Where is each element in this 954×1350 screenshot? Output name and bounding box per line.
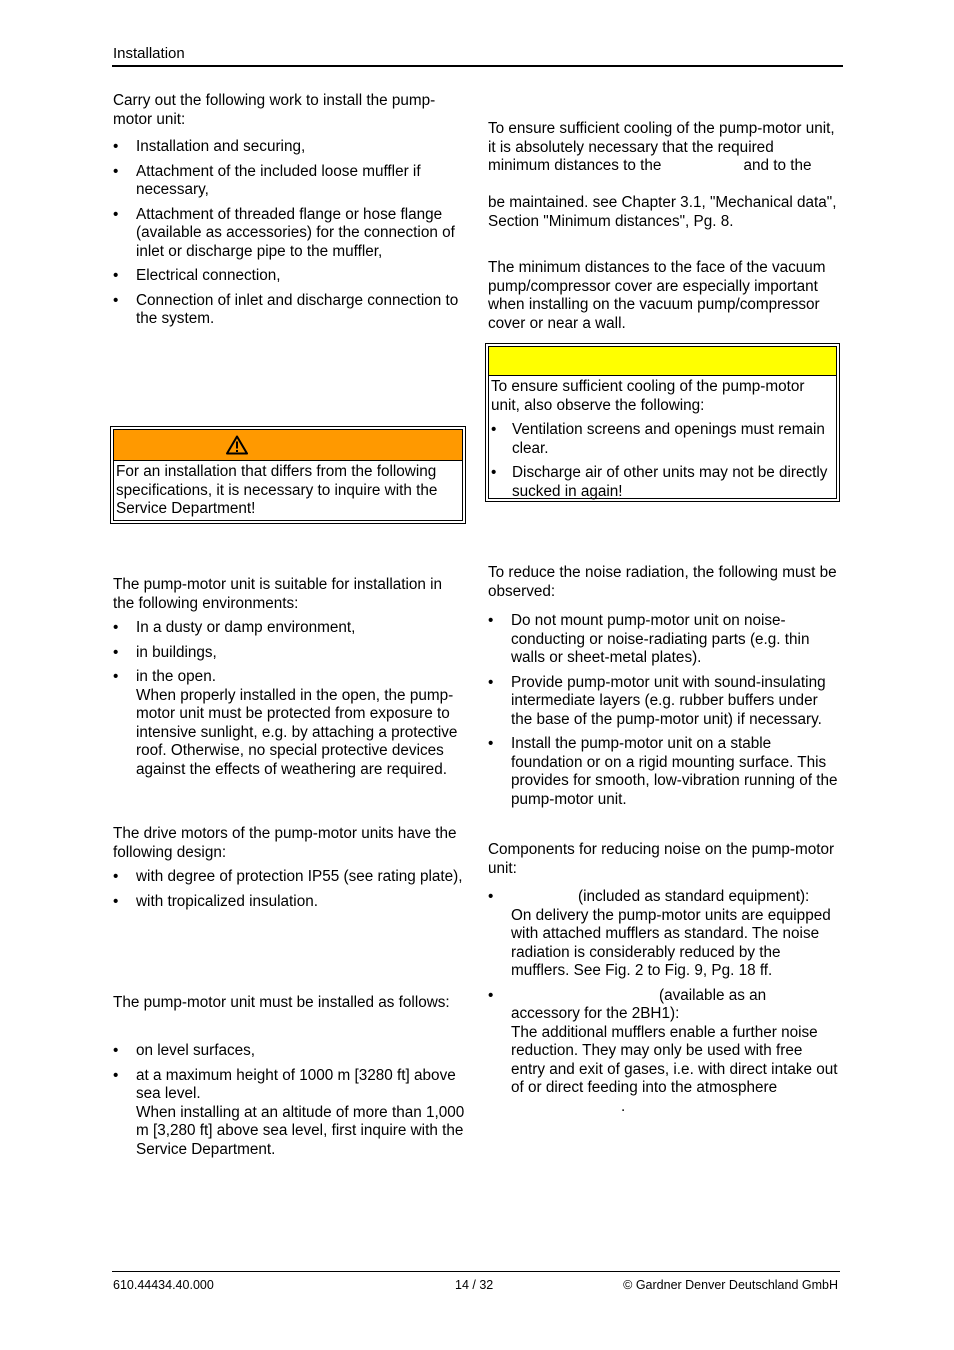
noise-intro: To reduce the noise radiation, the following must be observed: xyxy=(488,564,837,600)
motor-design-list xyxy=(113,868,465,911)
footer-divider xyxy=(112,1271,840,1272)
motor-design-intro: The drive motors of the pump-motor units have the following design: xyxy=(113,825,457,861)
cooling-distance-paragraph: The minimum distances to the face of the vacuum pump/compressor cover are especially important when installing on the vacuum pump/compressor cover or near a wall. xyxy=(488,259,826,332)
warning-text: For an installation that differs from the following specifications, it is necessary to inquire with the Service Department! xyxy=(116,463,438,517)
list-item xyxy=(488,888,840,981)
list-item-detail: When installing at an altitude of more than 1,000 m [3,280 ft] above sea level, first inquire with the Service Department. xyxy=(136,1103,465,1158)
list-item-label: in the open. xyxy=(136,668,216,685)
cooling-text-and: and to the xyxy=(743,157,812,174)
list-item-label: (included as standard equipment): xyxy=(578,888,810,905)
list-item: • Attachment of the included loose muffler if necessary, xyxy=(113,163,465,200)
list-item: • Discharge air of other units may not be directly sucked in again! xyxy=(491,464,834,501)
list-item: • Attachment of threaded flange or hose flange (available as accessories) for the connection of inlet or discharge pipe to the muffler, xyxy=(113,206,465,262)
footer-copyright: © Gardner Denver Deutschland GmbH xyxy=(623,1278,838,1292)
header-section-title: Installation xyxy=(113,45,185,62)
header-divider xyxy=(112,65,843,67)
note-header xyxy=(489,347,836,376)
list-item: • with tropicalized insulation. xyxy=(113,893,465,912)
list-item: • in buildings, xyxy=(113,644,465,663)
list-item: • Electrical connection, xyxy=(113,267,465,286)
environment-list xyxy=(113,619,465,779)
environment-intro: The pump-motor unit is suitable for installation in the following environments: xyxy=(113,576,443,612)
noise-components-intro: Components for reducing noise on the pump-motor unit: xyxy=(488,841,835,877)
cooling-text-part1: To ensure sufficient cooling of the pump-motor unit, it is absolutely necessary that the required minimum distances to the xyxy=(488,120,835,174)
cooling-text-part2: be maintained. see Chapter 3.1, "Mechanical data", Section "Minimum distances", Pg. 8. xyxy=(488,194,837,230)
list-item-end: . xyxy=(621,1097,626,1115)
installation-requirements-list xyxy=(113,1042,467,1159)
list-item: • Do not mount pump-motor unit on noise-conducting or noise-radiating parts (e.g. thin walls or sheet-metal plates). xyxy=(488,612,838,668)
list-item: • In a dusty or damp environment, xyxy=(113,619,465,638)
list-item: • Connection of inlet and discharge connection to the system. xyxy=(113,292,465,329)
footer-page-number: 14 / 32 xyxy=(455,1278,494,1292)
list-item-label: at a maximum height of 1000 m [3280 ft] above sea level. xyxy=(136,1066,456,1102)
list-item-detail: When properly installed in the open, the pump-motor unit must be protected from exposure to intensive sunlight, e.g. by attaching a protective roof. Otherwise, no special protective devices against the effects of weathering are required. xyxy=(136,686,458,778)
list-item-detail: On delivery the pump-motor units are equipped with attached mufflers as standard. The noise radiation is considerably reduced by the mufflers. See Fig. 2 to Fig. 9, Pg. 18 ff. xyxy=(511,906,831,979)
warning-triangle-icon xyxy=(226,435,248,455)
list-item-label: (available as an xyxy=(659,986,767,1004)
note-intro: To ensure sufficient cooling of the pump-motor unit, also observe the following: xyxy=(491,378,805,414)
warning-header xyxy=(114,430,462,461)
list-item: • Ventilation screens and openings must remain clear. xyxy=(491,421,834,458)
cooling-paragraph xyxy=(488,120,838,176)
list-item-detail: The additional mufflers enable a further noise reduction. They may only be used with free entry and exit of gases, i.e. with direct intake out of or direct feeding into the atmosphere xyxy=(511,1023,838,1096)
list-item xyxy=(113,1067,467,1160)
install-work-list xyxy=(113,138,465,329)
install-work-intro: Carry out the following work to install the pump-motor unit: xyxy=(113,92,436,128)
footer-doc-number: 610.44434.40.000 xyxy=(113,1278,214,1292)
list-item: • Installation and securing, xyxy=(113,138,465,157)
list-item-label-cont: accessory for the 2BH1): xyxy=(511,1005,680,1022)
list-item: • Install the pump-motor unit on a stable foundation or on a rigid mounting surface. This provides for smooth, low-vibration running of the pump-motor unit. xyxy=(488,735,838,809)
list-item xyxy=(113,668,465,779)
list-item: • on level surfaces, xyxy=(113,1042,467,1061)
noise-components-list xyxy=(488,888,840,1116)
list-item xyxy=(488,987,840,1117)
installation-requirements-intro: The pump-motor unit must be installed as follows: xyxy=(113,994,450,1011)
note-box xyxy=(485,343,840,502)
noise-list xyxy=(488,612,838,809)
list-item: • with degree of protection IP55 (see rating plate), xyxy=(113,868,465,887)
note-list xyxy=(491,421,834,501)
warning-box xyxy=(110,426,466,524)
list-item: • Provide pump-motor unit with sound-insulating intermediate layers (e.g. rubber buffers under the base of the pump-motor unit) if necessary. xyxy=(488,674,838,730)
